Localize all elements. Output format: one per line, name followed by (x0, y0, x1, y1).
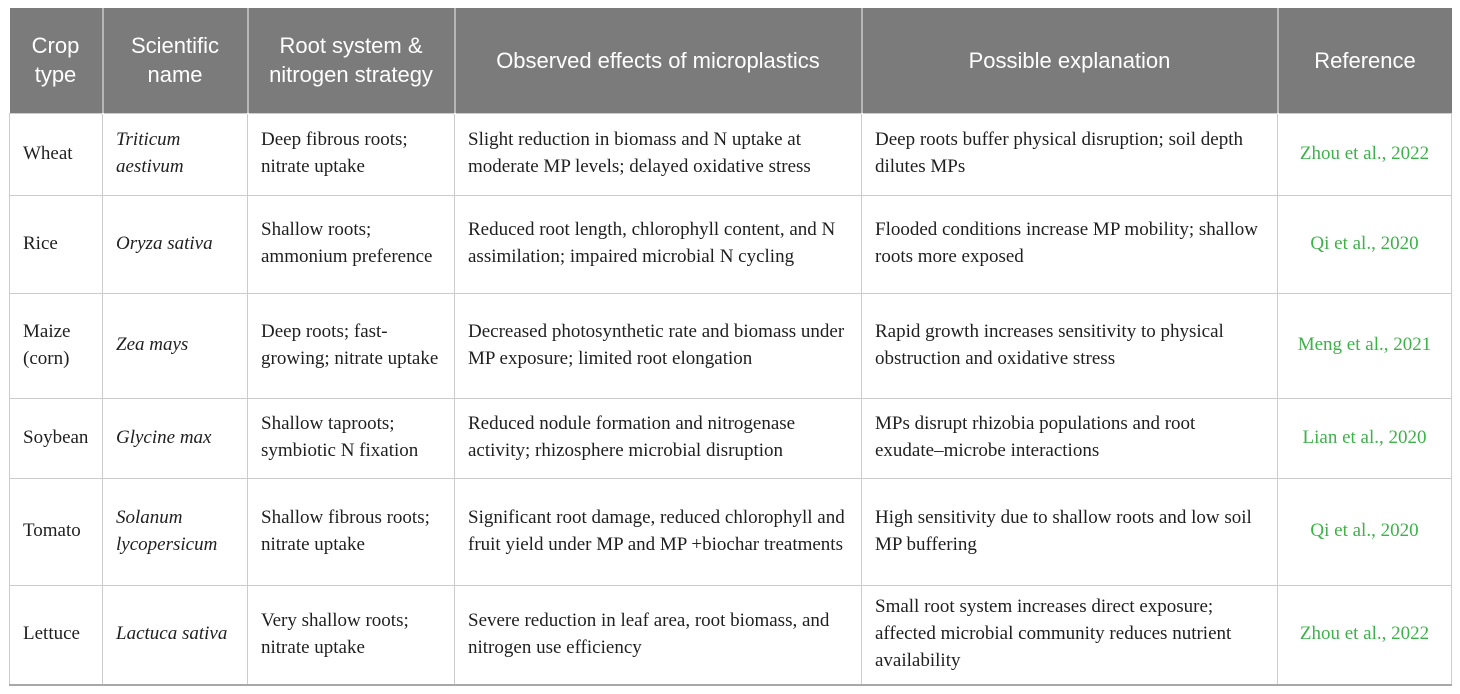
scientific-name-cell: Zea mays (103, 293, 248, 398)
reference-cell (1278, 293, 1452, 398)
table-row (10, 113, 1452, 195)
root-system-cell: Shallow fibrous roots; nitrate uptake (248, 478, 455, 585)
table-body (10, 113, 1452, 685)
reference-cell (1278, 195, 1452, 293)
scientific-name-cell: Triticum aestivum (103, 113, 248, 195)
observed-effects-cell: Slight reduction in biomass and N uptake at moderate MP levels; delayed oxidative stress (455, 113, 862, 195)
explanation-cell: High sensitivity due to shallow roots and low soil MP buffering (862, 478, 1278, 585)
explanation-cell: MPs disrupt rhizobia populations and root exudate–microbe interactions (862, 398, 1278, 478)
reference-cell (1278, 398, 1452, 478)
explanation-cell: Rapid growth increases sensitivity to physical obstruction and oxidative stress (862, 293, 1278, 398)
observed-effects-cell: Decreased photosynthetic rate and biomass under MP exposure; limited root elongation (455, 293, 862, 398)
crop-cell: Wheat (10, 113, 103, 195)
reference-link[interactable]: Qi et al., 2020 (1310, 232, 1419, 254)
column-header-explanation: Possible explanation (862, 8, 1278, 113)
root-system-cell: Deep roots; fast-growing; nitrate uptake (248, 293, 455, 398)
column-header-root-system: Root system & nitrogen strategy (248, 8, 455, 113)
reference-cell (1278, 113, 1452, 195)
crop-cell: Maize (corn) (10, 293, 103, 398)
scientific-name-cell: Lactuca sativa (103, 585, 248, 685)
reference-link[interactable]: Lian et al., 2020 (1302, 426, 1427, 448)
table-row (10, 398, 1452, 478)
header-row (10, 8, 1452, 113)
root-system-cell: Deep fibrous roots; nitrate uptake (248, 113, 455, 195)
reference-link[interactable]: Qi et al., 2020 (1310, 520, 1419, 542)
observed-effects-cell: Significant root damage, reduced chlorophyll and fruit yield under MP and MP +biochar treatments (455, 478, 862, 585)
observed-effects-cell: Reduced nodule formation and nitrogenase activity; rhizosphere microbial disruption (455, 398, 862, 478)
crop-cell: Rice (10, 195, 103, 293)
crop-cell: Tomato (10, 478, 103, 585)
observed-effects-cell: Reduced root length, chlorophyll content, and N assimilation; impaired microbial N cycling (455, 195, 862, 293)
reference-link[interactable]: Zhou et al., 2022 (1299, 623, 1430, 645)
crop-cell: Soybean (10, 398, 103, 478)
reference-cell (1278, 478, 1452, 585)
crops-microplastics-table (9, 8, 1452, 686)
scientific-name-cell: Oryza sativa (103, 195, 248, 293)
table-row (10, 195, 1452, 293)
root-system-cell: Very shallow roots; nitrate uptake (248, 585, 455, 685)
table-row (10, 585, 1452, 685)
table-row (10, 293, 1452, 398)
root-system-cell: Shallow roots; ammonium preference (248, 195, 455, 293)
column-header-observed-effects: Observed effects of microplastics (455, 8, 862, 113)
scientific-name-cell: Solanum lycopersicum (103, 478, 248, 585)
scientific-name-cell: Glycine max (103, 398, 248, 478)
column-header-scientific-name: Scientific name (103, 8, 248, 113)
reference-link[interactable]: Meng et al., 2021 (1297, 334, 1432, 356)
reference-link[interactable]: Zhou et al., 2022 (1299, 142, 1430, 164)
reference-cell (1278, 585, 1452, 685)
explanation-cell: Small root system increases direct exposure; affected microbial community reduces nutrient availability (862, 585, 1278, 685)
column-header-crop: Crop type (10, 8, 103, 113)
table-row (10, 478, 1452, 585)
explanation-cell: Deep roots buffer physical disruption; soil depth dilutes MPs (862, 113, 1278, 195)
explanation-cell: Flooded conditions increase MP mobility; shallow roots more exposed (862, 195, 1278, 293)
root-system-cell: Shallow taproots; symbiotic N fixation (248, 398, 455, 478)
column-header-reference: Reference (1278, 8, 1452, 113)
crop-cell: Lettuce (10, 585, 103, 685)
observed-effects-cell: Severe reduction in leaf area, root biomass, and nitrogen use efficiency (455, 585, 862, 685)
